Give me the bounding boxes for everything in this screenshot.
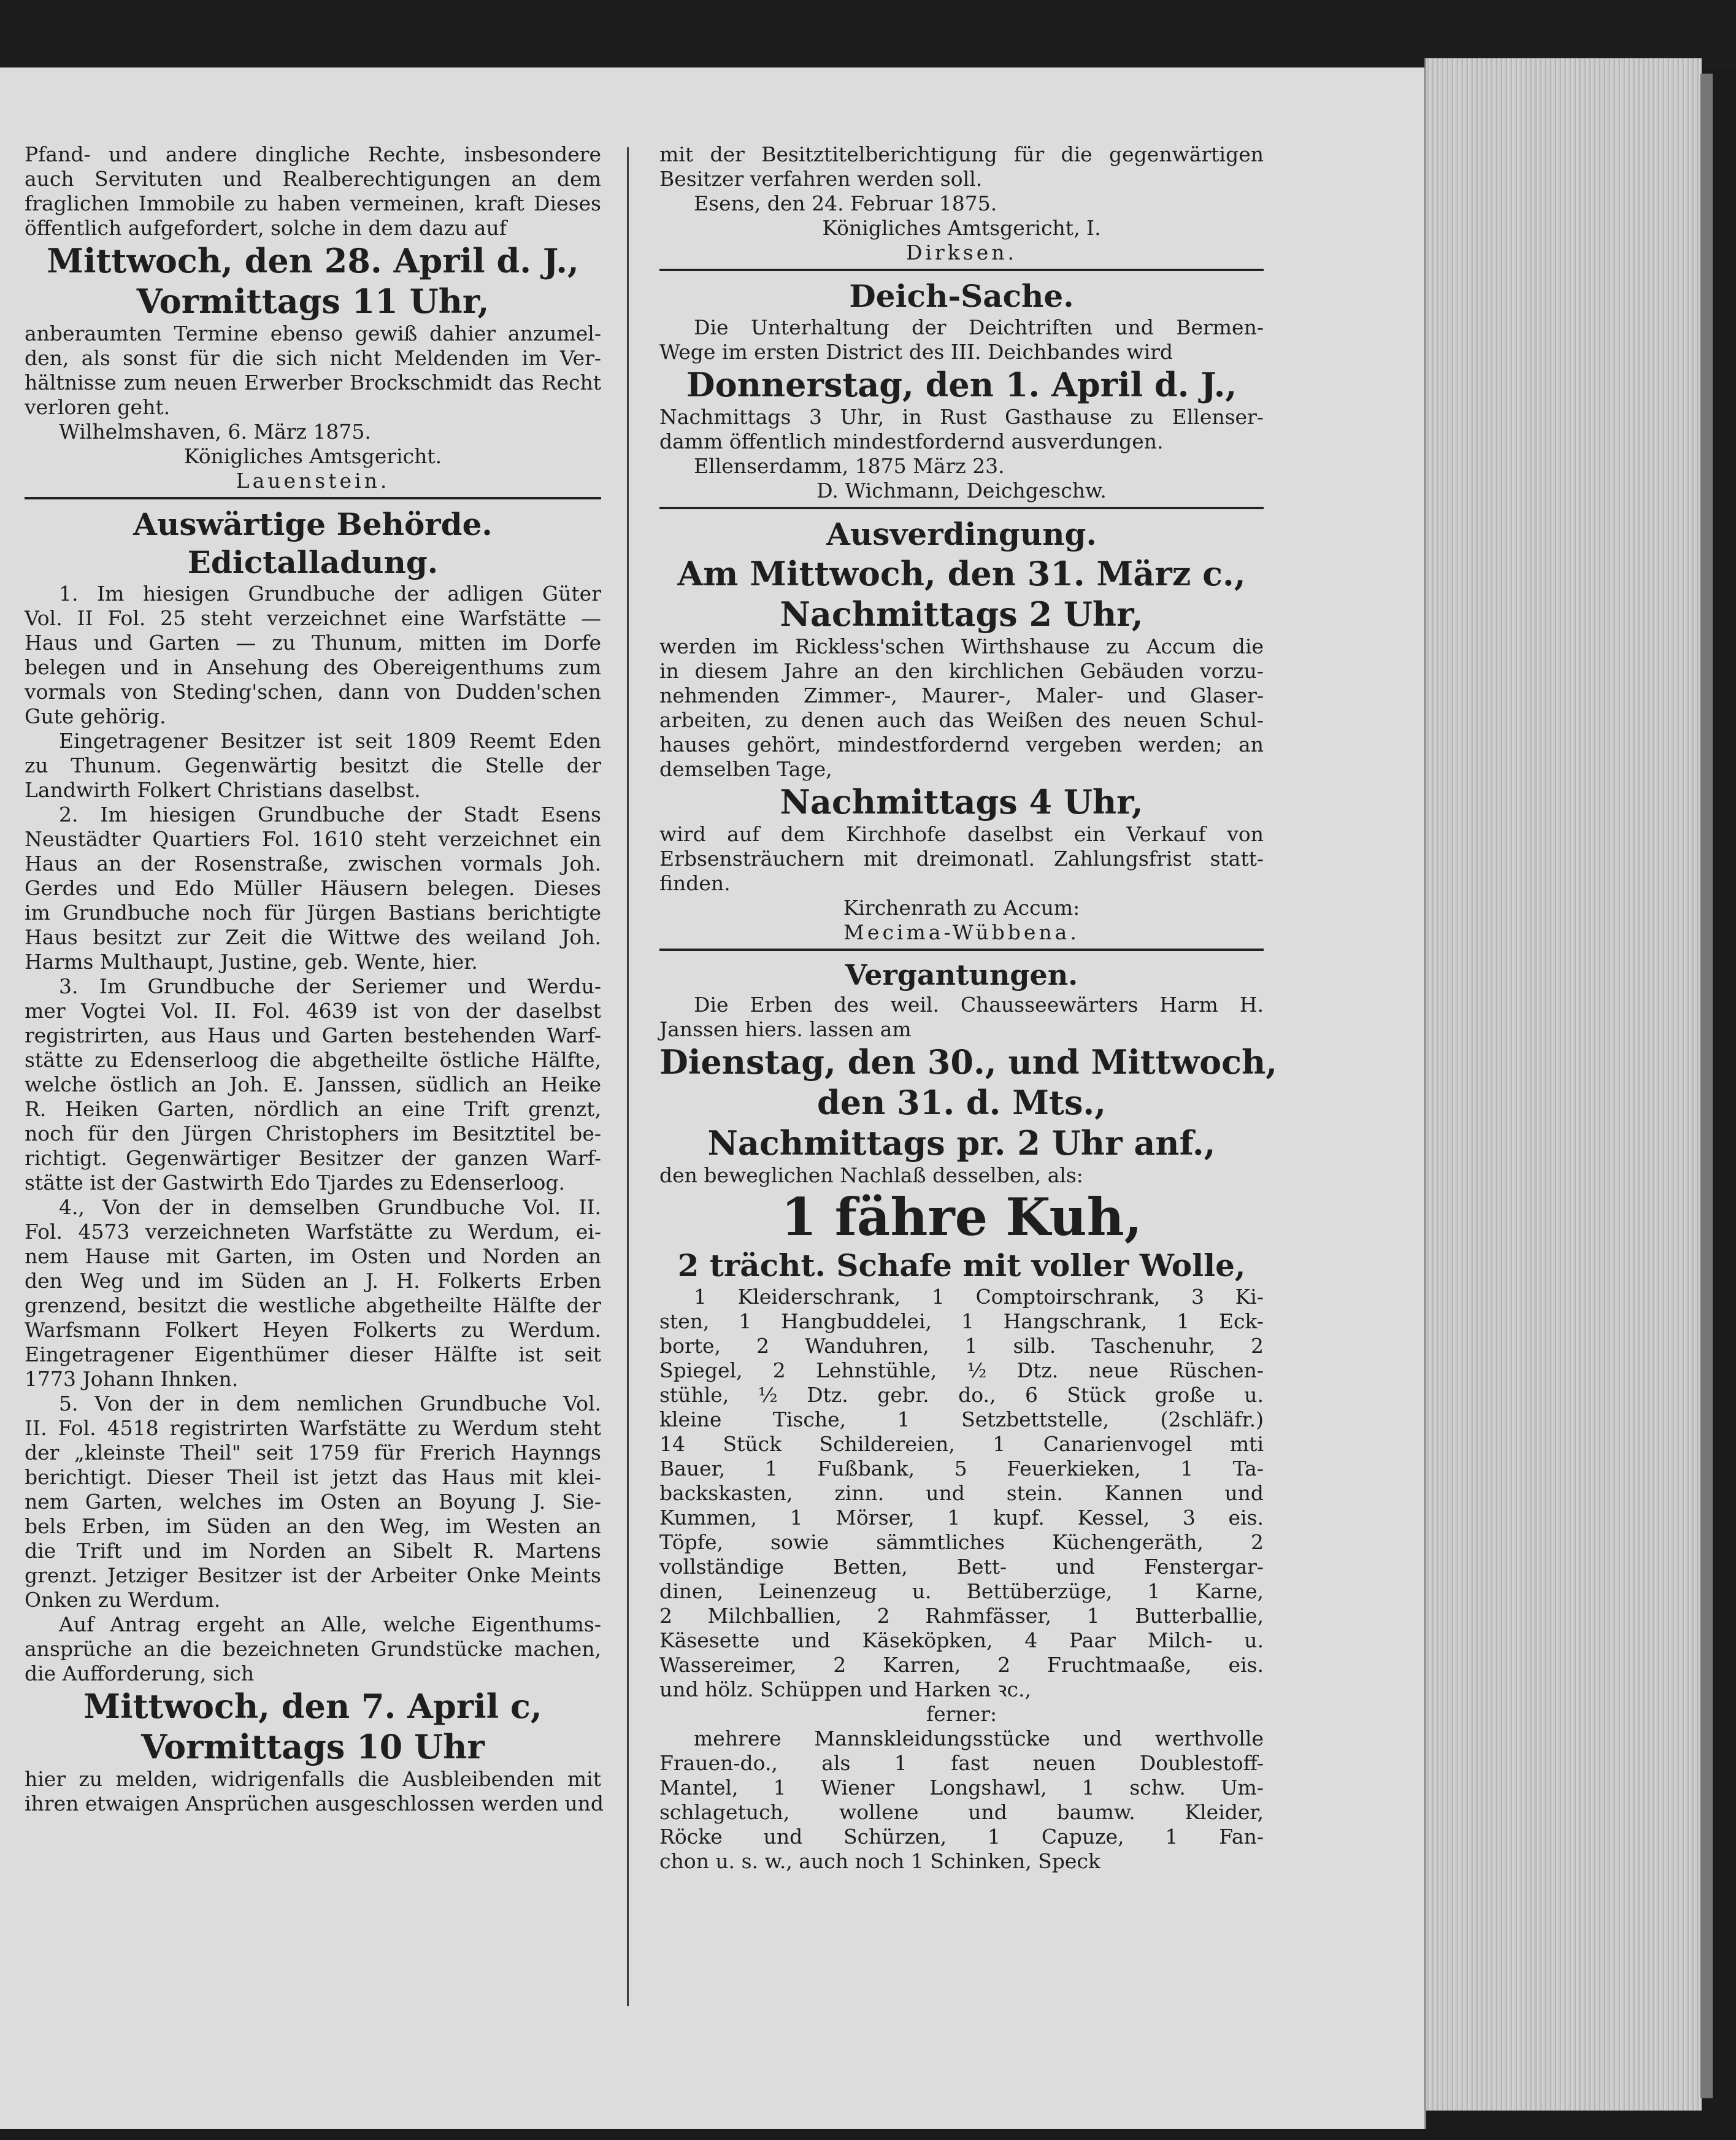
text-line: mit der Besitztitelberichtigung für die gegenwärtigen bbox=[659, 142, 1264, 166]
signer-name: Lauenstein. bbox=[236, 469, 390, 493]
text-line: wird auf dem Kirchhofe daselbst ein Verkauf von bbox=[659, 822, 1264, 846]
text-line: nem Garten, welches im Osten an Boyung J. Sie- bbox=[25, 1490, 601, 1514]
text-line: Onken zu Werdum. bbox=[25, 1588, 221, 1612]
court-name: Königliches Amtsgericht. bbox=[183, 444, 442, 468]
item-heading: 1 fähre Kuh, bbox=[781, 1187, 1142, 1247]
date-heading: Am Mittwoch, den 31. März c., bbox=[677, 554, 1246, 593]
text-line: Käsesette und Käseköpken, 4 Paar Milch- u. bbox=[659, 1628, 1264, 1652]
text-line: borte, 2 Wanduhren, 1 silb. Taschenuhr, 2 bbox=[659, 1334, 1264, 1358]
text-line: noch für den Jürgen Christophers im Besitztitel be- bbox=[25, 1122, 601, 1145]
text-line: Eingetragener Besitzer ist seit 1809 Reemt Eden bbox=[59, 729, 601, 753]
text-line: Fol. 4573 verzeichneten Warfstätte zu Werdum, ei- bbox=[25, 1220, 601, 1244]
notice-paragraph bbox=[659, 993, 1264, 1042]
text-line: richtigt. Gegenwärtiger Besitzer der ganzen Warf- bbox=[25, 1146, 601, 1170]
notice-paragraph bbox=[659, 315, 1264, 364]
text-line: Die Erben des weil. Chausseewärters Harm H. bbox=[694, 993, 1264, 1017]
section-title: Deich-Sache. bbox=[849, 278, 1074, 314]
notice-paragraph bbox=[25, 321, 601, 420]
text-line: stätte ist der Gastwirth Edo Tjardes zu Edenserloog. bbox=[25, 1171, 565, 1195]
section-rule bbox=[659, 269, 1264, 271]
text-line: zu Thunum. Gegenwärtig besitzt die Stelle der bbox=[25, 753, 601, 777]
text-line: Besitzer verfahren werden soll. bbox=[659, 167, 983, 191]
text-line: im Grundbuche noch für Jürgen Bastians berichtigte bbox=[25, 901, 601, 925]
time-heading: Nachmittags pr. 2 Uhr anf., bbox=[707, 1123, 1216, 1163]
text-line: Auf Antrag ergeht an Alle, welche Eigenthums- bbox=[59, 1612, 601, 1636]
notice-paragraph bbox=[25, 1767, 604, 1816]
text-line: Wege im ersten District des III. Deichbandes wird bbox=[659, 340, 1173, 364]
notice-paragraph bbox=[25, 1391, 601, 1612]
text-line: stätte zu Edenserloog die abgetheilte östliche Hälfte, bbox=[25, 1048, 601, 1072]
item-list bbox=[659, 1726, 1264, 1874]
text-line: den, als sonst für die sich nicht Meldenden im Ver- bbox=[25, 346, 601, 370]
signer-name: Mecima-Wübbena. bbox=[843, 920, 1080, 944]
time-heading: Vormittags 10 Uhr bbox=[141, 1727, 485, 1766]
text-line: 1773 Johann Ihnken. bbox=[25, 1367, 239, 1391]
text-line: vollständige Betten, Bett- und Fenstergar- bbox=[659, 1555, 1264, 1579]
text-line: anberaumten Termine ebenso gewiß dahier anzumel- bbox=[25, 321, 601, 345]
text-line: chon u. s. w., auch noch 1 Schinken, Speck bbox=[659, 1849, 1100, 1873]
text-line: 14 Stück Schildereien, 1 Canarienvogel mti bbox=[659, 1432, 1264, 1456]
text-line: die Aufforderung, sich bbox=[25, 1661, 255, 1685]
text-line: nem Hause mit Garten, im Osten und Norden an bbox=[25, 1244, 601, 1268]
text-line: Gute gehörig. bbox=[25, 704, 166, 728]
text-line: öffentlich aufgefordert, solche in dem dazu auf bbox=[25, 216, 507, 240]
text-line: fraglichen Immobile zu haben vermeinen, kraft Dieses bbox=[25, 191, 601, 215]
text-line: R. Heiken Garten, nördlich an eine Trift grenzt, bbox=[25, 1097, 601, 1121]
text-line: 5. Von der in dem nemlichen Grundbuche Vol. bbox=[59, 1391, 601, 1415]
notice-date: Esens, den 24. Februar 1875. bbox=[694, 191, 997, 215]
time-heading: Vormittags 11 Uhr, bbox=[136, 282, 490, 321]
text-line: Warfsmann Folkert Heyen Folkerts zu Werdum. bbox=[25, 1318, 601, 1342]
text-line: mehrere Mannskleidungsstücke und werthvolle bbox=[694, 1726, 1264, 1750]
text-line: die Trift und im Norden an Sibelt R. Martens bbox=[25, 1539, 601, 1563]
text-line: stühle, ½ Dtz. gebr. do., 6 Stück große u. bbox=[659, 1383, 1264, 1407]
time-heading: Nachmittags 4 Uhr, bbox=[780, 782, 1143, 822]
text-line: bels Erben, im Süden an den Weg, im Westen an bbox=[25, 1514, 601, 1538]
text-line: in diesem Jahre an den kirchlichen Gebäuden vorzu- bbox=[659, 659, 1264, 683]
text-line: Nachmittags 3 Uhr, in Rust Gasthause zu Ellenser- bbox=[659, 405, 1264, 429]
text-line: 2. Im hiesigen Grundbuche der Stadt Esens bbox=[59, 802, 601, 826]
text-line: backskasten, zinn. und stein. Kannen und bbox=[659, 1481, 1264, 1505]
text-line: Wassereimer, 2 Karren, 2 Fruchtmaaße, eis. bbox=[659, 1653, 1264, 1677]
text-line: verloren geht. bbox=[25, 395, 171, 419]
text-line: registrirten, aus Haus und Garten bestehenden Warf- bbox=[25, 1023, 601, 1047]
text-line: Töpfe, sowie sämmtliches Küchengeräth, 2 bbox=[659, 1530, 1264, 1554]
text-line: Die Unterhaltung der Deichtriften und Bermen- bbox=[694, 315, 1264, 339]
text-line: Gerdes und Edo Müller Häusern belegen. Dieses bbox=[25, 876, 601, 900]
section-title: Vergantungen. bbox=[845, 958, 1078, 991]
notice-date: Ellenserdamm, 1875 März 23. bbox=[694, 454, 1005, 478]
text-line: arbeiten, zu denen auch das Weißen des neuen Schul- bbox=[659, 708, 1264, 732]
text-line: Harms Multhaupt, Justine, geb. Wente, hier. bbox=[25, 950, 478, 974]
notice-line: den beweglichen Nachlaß desselben, als: bbox=[659, 1163, 1083, 1187]
text-line: Spiegel, 2 Lehnstühle, ½ Dtz. neue Rüschen- bbox=[659, 1358, 1264, 1382]
text-line: Mantel, 1 Wiener Longshawl, 1 schw. Um- bbox=[659, 1776, 1264, 1799]
section-title: Ausverdingung. bbox=[826, 516, 1097, 552]
text-line: 1 Kleiderschrank, 1 Comptoirschrank, 3 Ki- bbox=[694, 1285, 1264, 1309]
notice-paragraph bbox=[25, 974, 601, 1195]
text-line: damm öffentlich mindestfordernd ausverdungen. bbox=[659, 429, 1164, 453]
text-line: Haus an der Rosenstraße, zwischen vormals Joh. bbox=[25, 852, 601, 876]
text-line: auch Servituten und Realberechtigungen an dem bbox=[25, 167, 601, 191]
text-line: berichtigt. Dieser Theil ist jetzt das Haus mit klei- bbox=[25, 1465, 601, 1489]
text-line: 1. Im hiesigen Grundbuche der adligen Güter bbox=[59, 582, 601, 606]
text-line: grenzt. Jetziger Besitzer ist der Arbeiter Onke Meints bbox=[25, 1563, 601, 1587]
signer-name: Dirksen. bbox=[906, 241, 1017, 264]
date-heading: den 31. d. Mts., bbox=[817, 1083, 1106, 1122]
item-heading: 2 trächt. Schafe mit voller Wolle, bbox=[677, 1247, 1246, 1284]
text-line: Kummen, 1 Mörser, 1 kupf. Kessel, 3 eis. bbox=[659, 1506, 1264, 1530]
text-line: ihren etwaigen Ansprüchen ausgeschlossen werden und bbox=[25, 1792, 604, 1815]
text-line: werden im Rickless'schen Wirthshause zu Accum die bbox=[659, 634, 1264, 658]
time-heading: Nachmittags 2 Uhr, bbox=[780, 595, 1143, 634]
right-column bbox=[659, 142, 1278, 1874]
book-page-stack bbox=[1424, 58, 1702, 2111]
date-heading: Dienstag, den 30., und Mittwoch, bbox=[659, 1042, 1278, 1082]
text-line: Vol. II Fol. 25 steht verzeichnet eine Warfstätte — bbox=[25, 606, 601, 630]
text-line: belegen und in Ansehung des Obereigenthums zum bbox=[25, 655, 601, 679]
text-line: nehmenden Zimmer-, Maurer-, Maler- und Glaser- bbox=[659, 683, 1264, 707]
text-line: finden. bbox=[659, 871, 731, 895]
text-line: welche östlich an Joh. E. Janssen, südlich an Heike bbox=[25, 1072, 601, 1096]
text-line: Röcke und Schürzen, 1 Capuze, 1 Fan- bbox=[659, 1825, 1264, 1849]
text-line: Landwirth Folkert Christians daselbst. bbox=[25, 778, 421, 802]
text-line: sten, 1 Hangbuddelei, 1 Hangschrank, 1 Eck- bbox=[659, 1309, 1264, 1333]
notice-paragraph bbox=[659, 634, 1264, 782]
text-line: demselben Tage, bbox=[659, 757, 832, 781]
notice-paragraph bbox=[25, 1612, 601, 1686]
signer-name: D. Wichmann, Deichgeschw. bbox=[816, 479, 1107, 502]
notice-paragraph bbox=[25, 582, 601, 729]
notice-paragraph bbox=[25, 142, 601, 241]
book-cover-edge bbox=[1700, 74, 1713, 2098]
text-line: kleine Tische, 1 Setzbettstelle, (2schläfr.) bbox=[659, 1407, 1264, 1431]
text-line: dinen, Leinenzeug u. Bettüberzüge, 1 Karne, bbox=[659, 1579, 1264, 1603]
text-line: 4., Von der in demselben Grundbuche Vol. II. bbox=[59, 1195, 601, 1219]
scan-top-shadow bbox=[0, 0, 1736, 67]
section-rule bbox=[25, 497, 601, 499]
notice-paragraph bbox=[659, 822, 1264, 896]
text-line: Erbsensträuchern mit dreimonatl. Zahlungsfrist statt- bbox=[659, 847, 1264, 871]
text-line: Janssen hiers. lassen am bbox=[659, 1017, 912, 1041]
court-name: Königliches Amtsgericht, I. bbox=[822, 216, 1101, 240]
text-line: vormals von Steding'schen, dann von Dudden'schen bbox=[25, 680, 601, 704]
section-rule bbox=[659, 949, 1264, 951]
text-line: Eingetragener Eigenthümer dieser Hälfte ist seit bbox=[25, 1342, 601, 1366]
text-line: hältnisse zum neuen Erwerber Brockschmidt das Recht bbox=[25, 371, 601, 395]
left-column bbox=[25, 142, 604, 1816]
notice-paragraph bbox=[659, 142, 1264, 191]
notice-line: ferner: bbox=[926, 1702, 997, 1726]
text-line: mer Vogtei Vol. II. Fol. 4639 ist von der daselbst bbox=[25, 999, 601, 1023]
date-heading: Donnerstag, den 1. April d. J., bbox=[686, 365, 1237, 404]
text-line: 2 Milchballien, 2 Rahmfässer, 1 Butterballie, bbox=[659, 1604, 1264, 1628]
notice-date: Wilhelmshaven, 6. März 1875. bbox=[59, 420, 371, 444]
notice-paragraph bbox=[25, 802, 601, 974]
text-line: und hölz. Schüppen und Harken ꝛc., bbox=[659, 1677, 1032, 1701]
column-divider bbox=[627, 147, 629, 2006]
text-line: Frauen-do., als 1 fast neuen Doublestoff- bbox=[659, 1751, 1264, 1775]
text-line: Neustädter Quartiers Fol. 1610 steht verzeichnet ein bbox=[25, 827, 601, 851]
section-rule bbox=[659, 507, 1264, 509]
text-line: Pfand- und andere dingliche Rechte, insbesondere bbox=[25, 142, 601, 166]
section-title: Auswärtige Behörde. bbox=[133, 506, 493, 542]
text-line: schlagetuch, wollene und baumw. Kleider, bbox=[659, 1800, 1264, 1824]
text-line: grenzend, besitzt die westliche abgetheilte Hälfte der bbox=[25, 1293, 601, 1317]
notice-paragraph bbox=[659, 405, 1264, 454]
notice-paragraph bbox=[25, 729, 601, 802]
text-line: Bauer, 1 Fußbank, 5 Feuerkieken, 1 Ta- bbox=[659, 1457, 1264, 1480]
organization-name: Kirchenrath zu Accum: bbox=[843, 896, 1080, 920]
text-line: ansprüche an die bezeichneten Grundstücke machen, bbox=[25, 1637, 601, 1661]
section-subtitle: Edictalladung. bbox=[187, 544, 439, 580]
text-line: 3. Im Grundbuche der Seriemer und Werdu- bbox=[59, 974, 601, 998]
notice-paragraph bbox=[25, 1195, 601, 1391]
text-line: hauses gehört, mindestfordernd vergeben werden; an bbox=[659, 733, 1264, 756]
text-line: Haus besitzt zur Zeit die Wittwe des weiland Joh. bbox=[25, 925, 601, 949]
text-line: hier zu melden, widrigenfalls die Ausbleibenden mit bbox=[25, 1767, 601, 1791]
text-line: den Weg und im Süden an J. H. Folkerts Erben bbox=[25, 1269, 601, 1293]
text-line: Haus und Garten — zu Thunum, mitten im Dorfe bbox=[25, 631, 601, 655]
date-heading: Mittwoch, den 28. April d. J., bbox=[47, 241, 579, 280]
item-list bbox=[659, 1285, 1264, 1702]
text-line: der „kleinste Theil" seit 1759 für Frerich Haynngs bbox=[25, 1441, 601, 1465]
date-heading: Mittwoch, den 7. April c, bbox=[83, 1687, 542, 1726]
text-line: II. Fol. 4518 registrirten Warfstätte zu Werdum steht bbox=[25, 1416, 601, 1440]
